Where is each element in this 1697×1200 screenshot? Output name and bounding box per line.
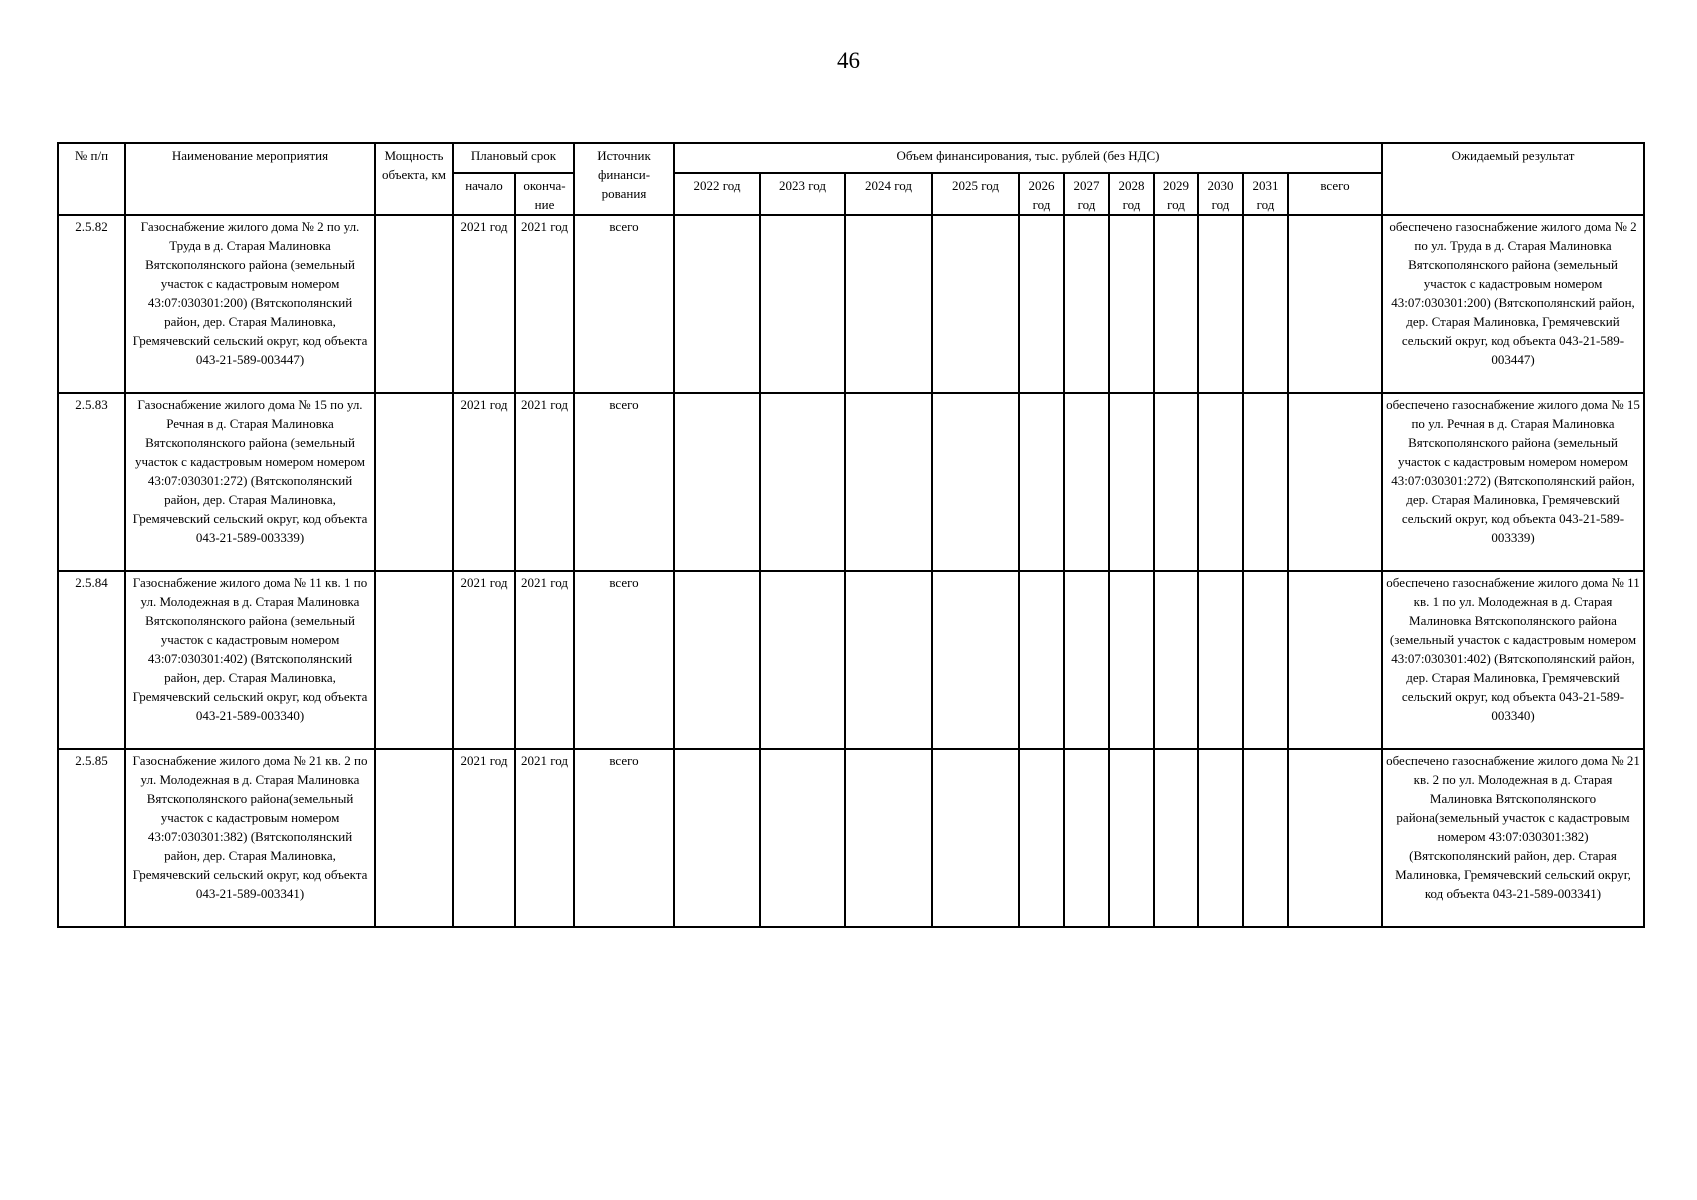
row-source: всего [574,749,674,927]
header-start: начало [453,173,515,215]
row-name: Газоснабжение жилого дома № 21 кв. 2 по ул. Молодежная в д. Старая Малиновка Вятскополянского района(земельный участок с кадастровым номером 43:07:030301:382) (Вятскополянский район, дер. Старая Малиновка, Гремячевский сельский округ, код объекта 043-21-589-003341) [125,749,375,927]
header-num: № п/п [58,143,125,215]
row-year-cell [932,749,1019,927]
row-capacity [375,571,453,749]
row-year-cell [1109,749,1154,927]
header-year-2025: 2025 год [932,173,1019,215]
row-year-cell [674,571,760,749]
header-row [58,143,1644,173]
header-year-2028: 2028 год [1109,173,1154,215]
header-year-2022: 2022 год [674,173,760,215]
row-year-cell [1019,571,1064,749]
row-capacity [375,393,453,571]
row-year-cell [1198,393,1243,571]
header-year-2027: 2027 год [1064,173,1109,215]
row-start: 2021 год [453,571,515,749]
row-year-cell [845,571,932,749]
row-year-cell [1198,571,1243,749]
row-year-cell [674,393,760,571]
header-funding: Объем финансирования, тыс. рублей (без НДС) [674,143,1382,173]
header-year-2029: 2029 год [1154,173,1198,215]
header-name: Наименование мероприятия [125,143,375,215]
row-result: обеспечено газоснабжение жилого дома № 2 по ул. Труда в д. Старая Малиновка Вятскополянского района (земельный участок с кадастровым номером 43:07:030301:200) (Вятскополянский район, дер. Старая Малиновка, Гремячевский сельский округ, код объекта 043-21-589-003447) [1382,215,1644,393]
row-year-cell [1154,215,1198,393]
row-source: всего [574,215,674,393]
row-end: 2021 год [515,749,574,927]
row-year-cell [760,749,845,927]
row-year-cell [1243,215,1288,393]
row-name: Газоснабжение жилого дома № 2 по ул. Труда в д. Старая Малиновка Вятскополянского района (земельный участок с кадастровым номером 43:07:030301:200) (Вятскополянский район, дер. Старая Малиновка, Гремячевский сельский округ, код объекта 043-21-589-003447) [125,215,375,393]
row-year-cell [932,571,1019,749]
table-row [58,215,1644,393]
row-year-cell [845,749,932,927]
row-year-cell [1019,393,1064,571]
table-row [58,393,1644,571]
page-number: 46 [837,48,860,73]
header-end: оконча-ние [515,173,574,215]
row-result: обеспечено газоснабжение жилого дома № 11 кв. 1 по ул. Молодежная в д. Старая Малиновка Вятскополянского района (земельный участок с кадастровым номером 43:07:030301:402) (Вятскополянский район, дер. Старая Малиновка, Гремячевский сельский округ, код объекта 043-21-589-003340) [1382,571,1644,749]
row-year-cell [674,749,760,927]
row-source: всего [574,393,674,571]
row-year-cell [1064,215,1109,393]
header-result: Ожидаемый результат [1382,143,1644,215]
row-year-cell [932,393,1019,571]
row-capacity [375,215,453,393]
row-year-cell [1243,749,1288,927]
row-year-cell [1198,215,1243,393]
row-year-cell [1243,571,1288,749]
row-year-cell [1154,749,1198,927]
header-year-2030: 2030 год [1198,173,1243,215]
row-year-cell [1154,571,1198,749]
row-total-cell [1288,749,1382,927]
table-row [58,571,1644,749]
row-year-cell [1243,393,1288,571]
row-num: 2.5.83 [58,393,125,571]
row-num: 2.5.85 [58,749,125,927]
row-result: обеспечено газоснабжение жилого дома № 15 по ул. Речная в д. Старая Малиновка Вятскополянского района (земельный участок с кадастровым номером номером 43:07:030301:272) (Вятскополянский район, дер. Старая Малиновка, Гремячевский сельский округ, код объекта 043-21-589-003339) [1382,393,1644,571]
header-year-2024: 2024 год [845,173,932,215]
row-start: 2021 год [453,215,515,393]
row-year-cell [845,215,932,393]
row-year-cell [760,571,845,749]
row-num: 2.5.84 [58,571,125,749]
row-num: 2.5.82 [58,215,125,393]
row-year-cell [674,215,760,393]
row-year-cell [1064,393,1109,571]
header-year-2031: 2031 год [1243,173,1288,215]
row-total-cell [1288,215,1382,393]
row-year-cell [1109,215,1154,393]
funding-plan-table [57,142,1645,928]
row-end: 2021 год [515,393,574,571]
header-source: Источник финанси-рования [574,143,674,215]
row-year-cell [1109,393,1154,571]
row-year-cell [760,393,845,571]
table-row [58,749,1644,927]
row-year-cell [1019,215,1064,393]
row-year-cell [1109,571,1154,749]
row-year-cell [1019,749,1064,927]
row-year-cell [845,393,932,571]
row-capacity [375,749,453,927]
row-year-cell [1154,393,1198,571]
row-year-cell [1064,571,1109,749]
row-end: 2021 год [515,215,574,393]
row-year-cell [1198,749,1243,927]
row-year-cell [760,215,845,393]
header-period: Плановый срок [453,143,574,173]
row-total-cell [1288,393,1382,571]
row-end: 2021 год [515,571,574,749]
row-total-cell [1288,571,1382,749]
row-name: Газоснабжение жилого дома № 15 по ул. Речная в д. Старая Малиновка Вятскополянского района (земельный участок с кадастровым номером номером 43:07:030301:272) (Вятскополянский район, дер. Старая Малиновка, Гремячевский сельский округ, код объекта 043-21-589-003339) [125,393,375,571]
header-capacity: Мощность объекта, км [375,143,453,215]
header-year-2026: 2026 год [1019,173,1064,215]
row-year-cell [1064,749,1109,927]
row-start: 2021 год [453,749,515,927]
header-total: всего [1288,173,1382,215]
row-result: обеспечено газоснабжение жилого дома № 21 кв. 2 по ул. Молодежная в д. Старая Малиновка Вятскополянского района(земельный участок с кадастровым номером 43:07:030301:382) (Вятскополянский район, дер. Старая Малиновка, Гремячевский сельский округ, код объекта 043-21-589-003341) [1382,749,1644,927]
header-year-2023: 2023 год [760,173,845,215]
row-year-cell [932,215,1019,393]
row-source: всего [574,571,674,749]
row-name: Газоснабжение жилого дома № 11 кв. 1 по ул. Молодежная в д. Старая Малиновка Вятскополянского района (земельный участок с кадастровым номером 43:07:030301:402) (Вятскополянский район, дер. Старая Малиновка, Гремячевский сельский округ, код объекта 043-21-589-003340) [125,571,375,749]
row-start: 2021 год [453,393,515,571]
